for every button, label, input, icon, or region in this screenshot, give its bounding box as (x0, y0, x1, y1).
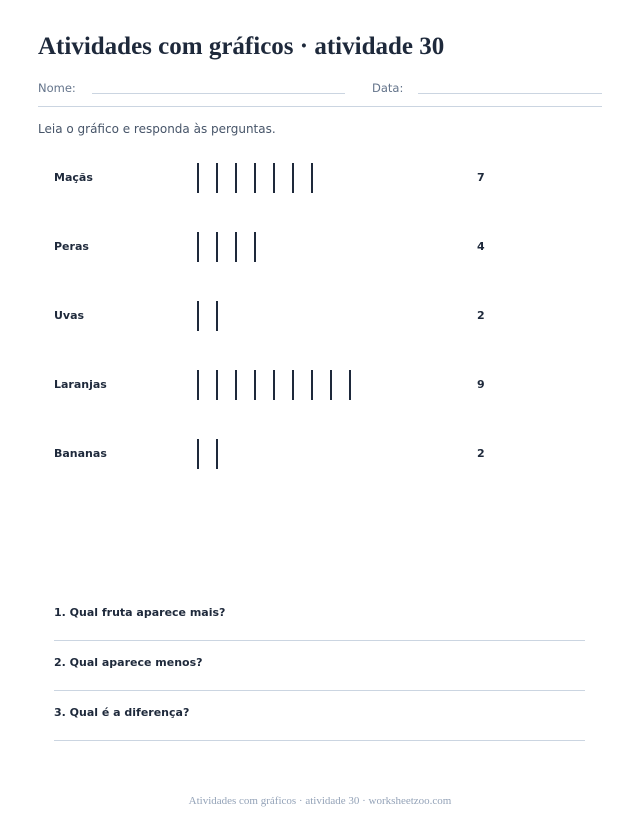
tally-row (0, 296, 640, 336)
tally-row (0, 365, 640, 405)
tally-mark (273, 163, 275, 193)
fruit-label: Maçãs (54, 171, 93, 184)
count-value: 2 (477, 309, 485, 322)
tally-mark (216, 301, 218, 331)
count-value: 9 (477, 378, 485, 391)
header-rule (38, 106, 602, 107)
name-label: Nome: (38, 81, 76, 95)
tally-mark (216, 232, 218, 262)
date-label: Data: (372, 81, 404, 95)
fruit-label: Bananas (54, 447, 107, 460)
tally-mark (197, 439, 199, 469)
tally-mark (330, 370, 332, 400)
fruit-label: Uvas (54, 309, 85, 322)
fruit-label: Peras (54, 240, 89, 253)
answer-line-1 (54, 640, 585, 641)
tally-mark (235, 370, 237, 400)
tally-mark (235, 232, 237, 262)
tally-mark (349, 370, 351, 400)
tally-mark (292, 163, 294, 193)
count-value: 2 (477, 447, 485, 460)
question-3: 3. Qual é a diferença? (54, 706, 190, 719)
tally-mark (311, 163, 313, 193)
tally-mark (197, 163, 199, 193)
fruit-label: Laranjas (54, 378, 107, 391)
tally-mark (311, 370, 313, 400)
instructions: Leia o gráfico e responda às perguntas. (38, 122, 276, 136)
name-line (92, 93, 345, 94)
tally-mark (216, 439, 218, 469)
tally-mark (197, 301, 199, 331)
tally-row (0, 227, 640, 267)
tally-mark (254, 163, 256, 193)
worksheet-title: Atividades com gráficos · atividade 30 (38, 33, 445, 60)
tally-mark (197, 232, 199, 262)
tally-mark (292, 370, 294, 400)
date-line (418, 93, 602, 94)
tally-mark (254, 370, 256, 400)
tally-mark (216, 370, 218, 400)
answer-line-3 (54, 740, 585, 741)
tally-mark (235, 163, 237, 193)
tally-row (0, 434, 640, 474)
tally-mark (197, 370, 199, 400)
tally-mark (216, 163, 218, 193)
count-value: 4 (477, 240, 485, 253)
tally-mark (273, 370, 275, 400)
footer: Atividades com gráficos · atividade 30 · worksheetzoo.com (188, 795, 452, 807)
question-1: 1. Qual fruta aparece mais? (54, 606, 226, 619)
question-2: 2. Qual aparece menos? (54, 656, 203, 669)
tally-row (0, 158, 640, 198)
answer-line-2 (54, 690, 585, 691)
count-value: 7 (477, 171, 485, 184)
tally-mark (254, 232, 256, 262)
